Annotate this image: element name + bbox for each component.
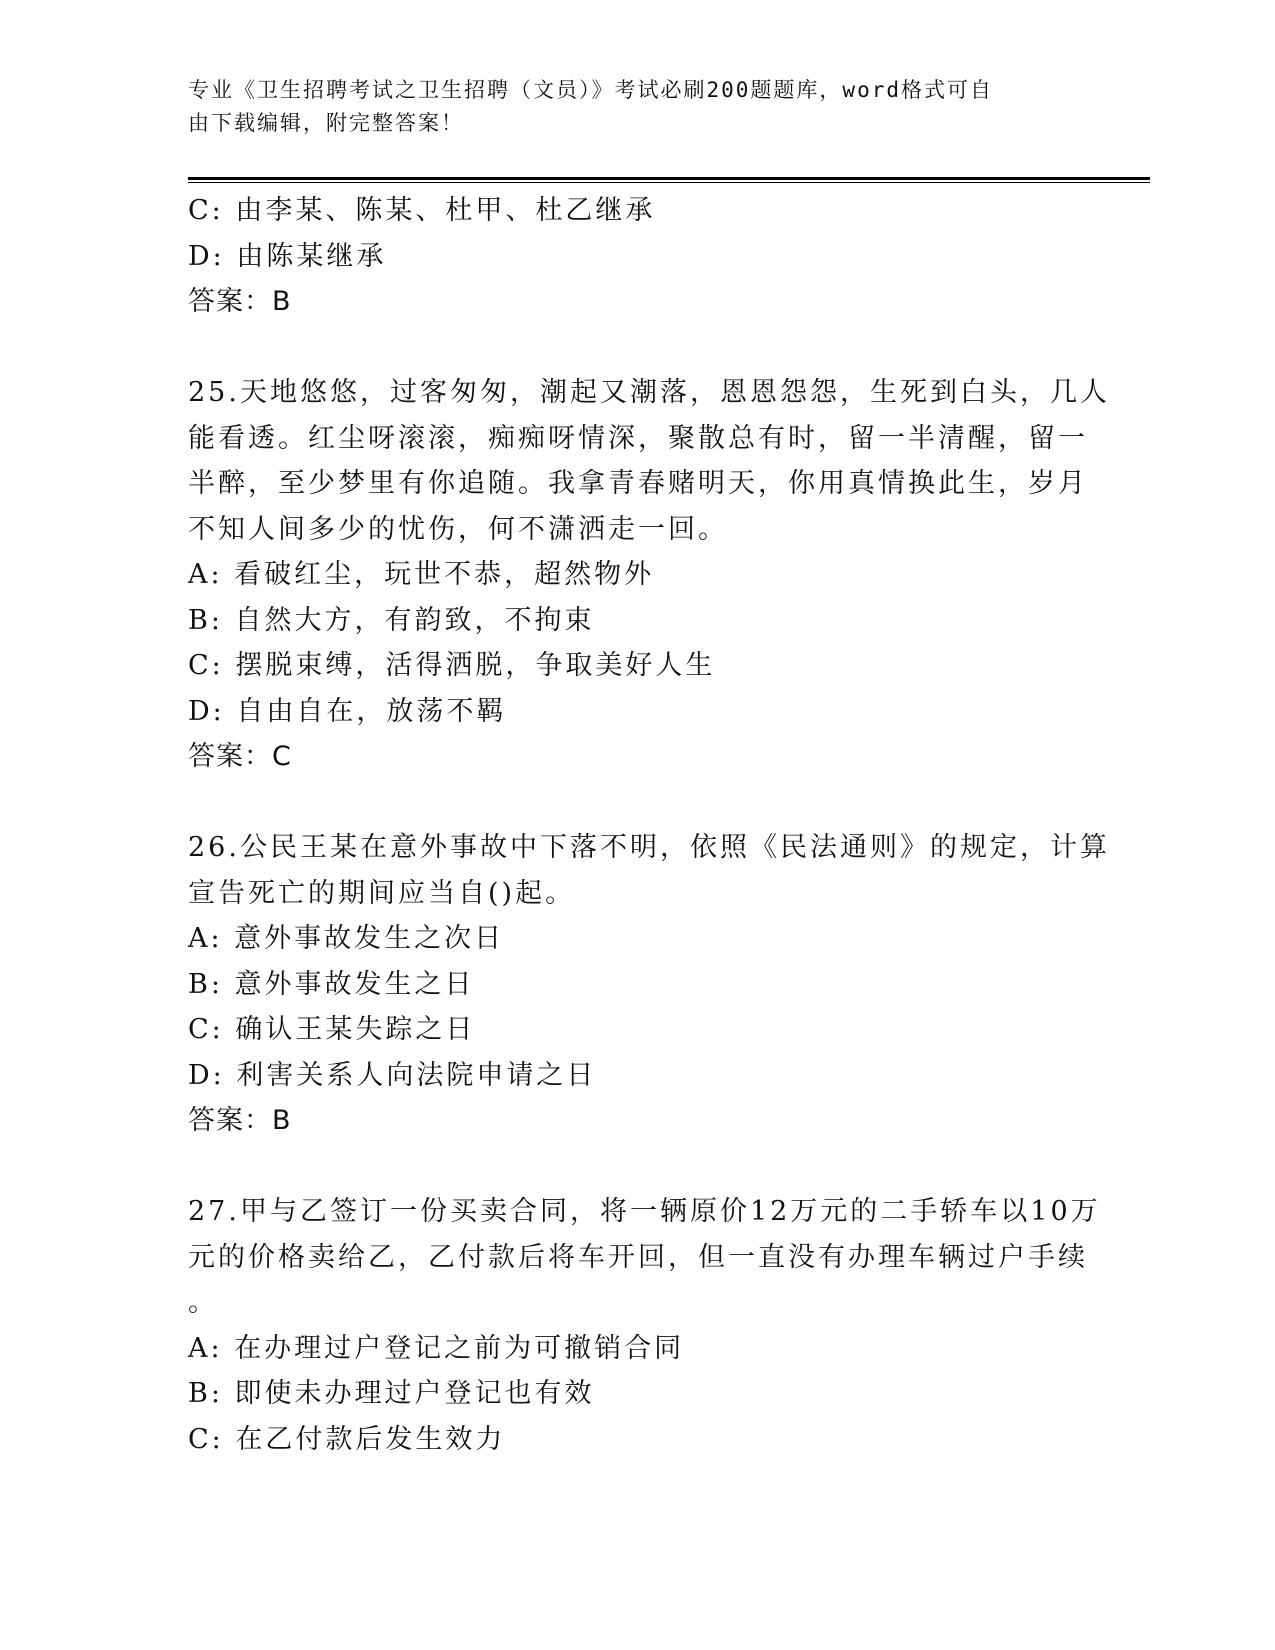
option-a: A: 在办理过户登记之前为可撤销合同: [188, 1332, 685, 1364]
header-divider-thin: [188, 182, 1150, 183]
spacer: [188, 1144, 1088, 1190]
prev-question-block: [188, 188, 1088, 325]
document-header: [188, 74, 1068, 140]
option-d: D: 自由自在，放荡不羁: [188, 695, 507, 727]
option-b: B: 意外事故发生之日: [188, 968, 475, 1000]
question-25: [188, 370, 1110, 780]
option-a: A: 意外事故发生之次日: [188, 923, 505, 954]
question-text-line: 。: [188, 1287, 218, 1318]
question-text-line: 元的价格卖给乙，乙付款后将车开回，但一直没有办理车辆过户手续: [188, 1241, 1088, 1273]
option-c: C: 摆脱束缚，活得洒脱，争取美好人生: [188, 650, 716, 681]
option-c: C: 在乙付款后发生效力: [188, 1423, 506, 1455]
question-text-line: 25.天地悠悠，过客匆匆，潮起又潮落，恩恩怨怨，生死到白头，几人: [188, 377, 1110, 408]
answer-line: 答案：B: [188, 1105, 292, 1136]
spacer: [188, 325, 1088, 371]
option-c: C: 确认王某失踪之日: [188, 1014, 476, 1045]
answer-line: 答案：C: [188, 741, 292, 772]
header-line-1: 专业《卫生招聘考试之卫生招聘（文员）》考试必刷200题题库，word格式可自: [188, 78, 993, 102]
question-text-line: 宣告死亡的期间应当自()起。: [188, 877, 576, 909]
header-line-2: 由下载编辑，附完整答案！: [188, 111, 464, 135]
question-text-line: 能看透。红尘呀滚滚，痴痴呀情深，聚散总有时，留一半清醒，留一: [188, 422, 1088, 454]
question-text-line: 26.公民王某在意外事故中下落不明，依照《民法通则》的规定，计算: [188, 832, 1110, 863]
option-b: B: 自然大方，有韵致，不拘束: [188, 604, 595, 636]
option-d: D: 利害关系人向法院申请之日: [188, 1059, 597, 1091]
option-b: B: 即使未办理过户登记也有效: [188, 1378, 595, 1409]
option-a: A: 看破红尘，玩世不恭，超然物外: [188, 559, 655, 590]
question-text-line: 半醉，至少梦里有你追随。我拿青春赌明天，你用真情换此生，岁月: [188, 468, 1088, 499]
option-c: C: 由李某、陈某、杜甲、杜乙继承: [188, 195, 656, 226]
question-list: [188, 188, 1110, 1462]
question-26: [188, 825, 1110, 1144]
question-27: [188, 1189, 1101, 1462]
answer-line: 答案：B: [188, 286, 292, 317]
question-text-line: 27.甲与乙签订一份买卖合同，将一辆原价12万元的二手轿车以10万: [188, 1196, 1101, 1227]
option-d: D: 由陈某继承: [188, 240, 387, 272]
question-text-line: 不知人间多少的忧伤，何不潇洒走一回。: [188, 513, 728, 545]
header-divider-thick: [188, 177, 1150, 180]
spacer: [188, 780, 1088, 826]
